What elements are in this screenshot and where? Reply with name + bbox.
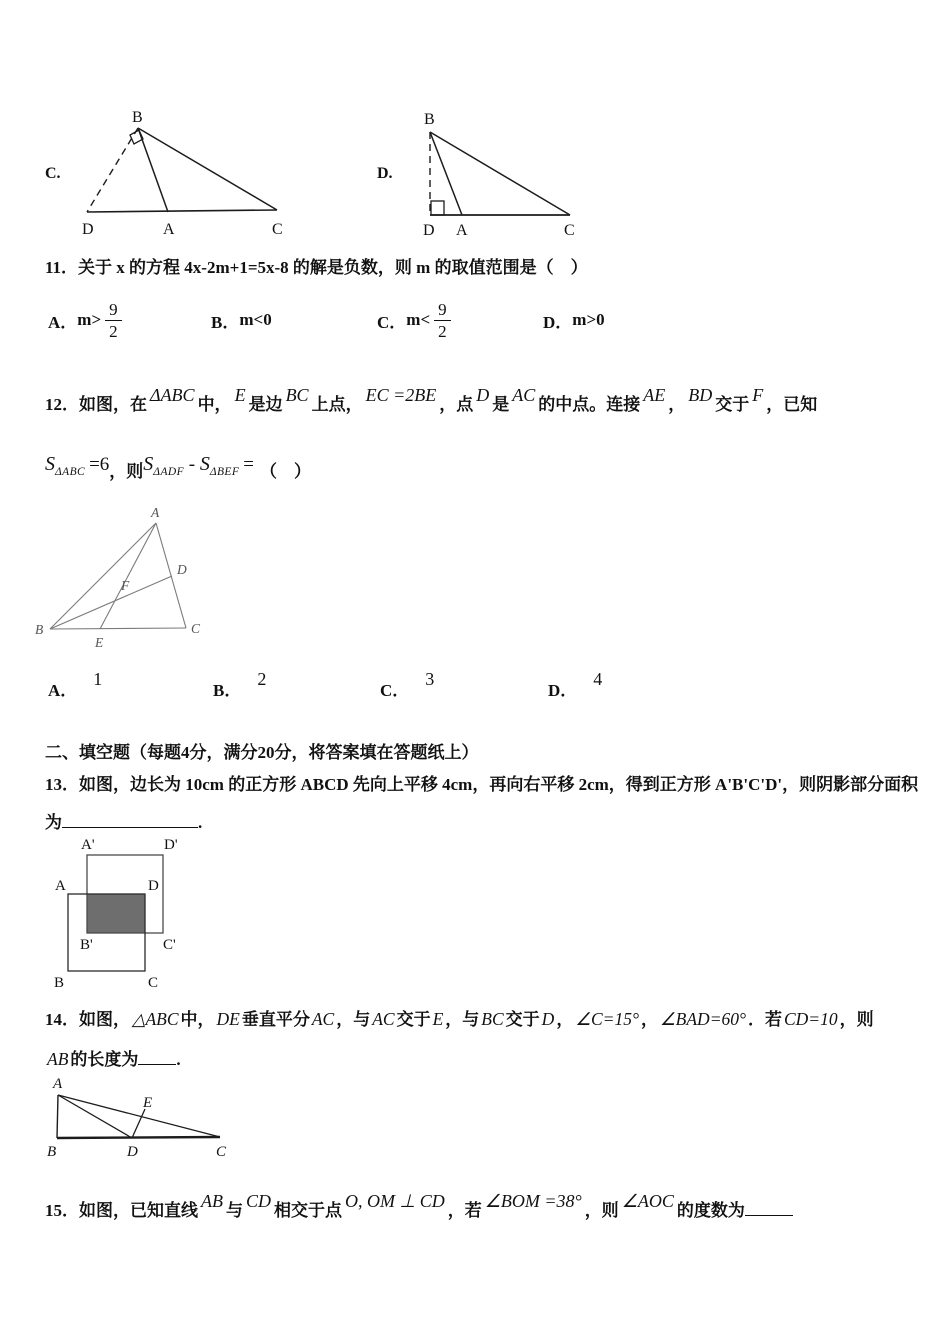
vertex-label: A' <box>81 837 95 853</box>
q12-option-b <box>213 669 267 701</box>
option-prefix: m< <box>406 310 431 329</box>
vertex-label: C' <box>163 937 176 953</box>
math-run: BC <box>285 385 309 405</box>
math-run: O, OM ⊥ CD <box>345 1191 445 1211</box>
q11-option-d <box>543 293 605 347</box>
area-expression <box>45 453 110 478</box>
answer-blank <box>62 808 198 828</box>
math-run: EC =2BE <box>365 385 437 405</box>
text-run: ，则 <box>109 462 144 481</box>
text-run: 交于 <box>396 1010 431 1029</box>
math-run: ∠BAD=60° <box>659 1009 746 1029</box>
vertex-label: D <box>423 222 435 239</box>
figure-squares-q13 <box>40 828 215 998</box>
vertex-label: F <box>121 578 130 593</box>
math-run: = <box>243 454 254 475</box>
option-value: 2 <box>257 669 267 689</box>
math-run: AB <box>47 1049 69 1069</box>
math-run: ∠AOC <box>621 1191 674 1211</box>
fraction-denominator: 2 <box>105 320 122 340</box>
text-run: 交于 <box>715 395 750 414</box>
math-run: CD <box>246 1191 272 1211</box>
math-run: ∠C=15° <box>575 1009 639 1029</box>
subscript: ΔBEF <box>209 466 240 478</box>
vertex-label: C <box>564 222 575 239</box>
math-run: BD <box>688 385 713 405</box>
subscript: ΔABC <box>55 466 86 478</box>
math-run: △ABC <box>132 1009 179 1029</box>
option-prefix: m> <box>77 310 102 329</box>
vertex-label: D <box>82 221 94 238</box>
vertex-label: B <box>132 109 143 126</box>
question-11-text: 11．关于 x 的方程 4x-2m+1=5x-8 的解是负数，则 m 的取值范围是（ ） <box>45 258 588 277</box>
q12-option-c <box>380 669 435 701</box>
math-run: D <box>476 385 490 405</box>
text-run: ， <box>668 395 686 414</box>
fraction-numerator: 9 <box>438 299 447 319</box>
vertex-label: A <box>55 878 66 894</box>
fraction-numerator: 9 <box>109 299 118 319</box>
answer-blank <box>138 1046 176 1065</box>
text-run: 12．如图，在 <box>45 395 147 414</box>
math-run: F <box>752 385 764 405</box>
math-run: AE <box>643 385 666 405</box>
text-run: 是边 <box>248 395 283 414</box>
q12-option-a <box>48 669 103 701</box>
question-12-text <box>45 384 935 424</box>
option-value: 3 <box>425 669 435 689</box>
text-run: 的中点。连接 <box>538 395 641 414</box>
math-run: ΔABC <box>150 385 195 405</box>
vertex-label: D <box>127 1144 138 1160</box>
vertex-label: D <box>148 878 159 894</box>
fraction <box>434 301 451 340</box>
right-angle-mark <box>431 201 444 215</box>
text-run: 是 <box>492 395 510 414</box>
vertex-label: A <box>456 222 468 239</box>
section-2-header: 二、填空题（每题4分，满分20分，将答案填在答题纸上） <box>45 743 479 762</box>
option-label: A． <box>48 312 78 332</box>
text-run: 与 <box>226 1201 243 1220</box>
vertex-label: A <box>53 1076 63 1092</box>
option-label: B． <box>213 681 242 700</box>
math-run: AB <box>201 1191 223 1211</box>
q12-option-d <box>548 669 603 701</box>
area-expression <box>143 453 254 478</box>
math-run: AC <box>372 1009 395 1029</box>
option-label: D． <box>543 312 573 332</box>
vertex-label: B <box>424 111 435 128</box>
option-label: C． <box>380 681 410 700</box>
text-run: ，若 <box>447 1201 482 1220</box>
math-run: D <box>541 1009 555 1029</box>
vertex-label: D <box>177 562 187 577</box>
question-14-line1 <box>45 1005 874 1035</box>
text-run: 中， <box>197 395 232 414</box>
vertex-label: B <box>47 1144 57 1160</box>
text-run: ．若 <box>748 1010 782 1029</box>
text-run: 中， <box>180 1010 215 1029</box>
text-run: ，已知 <box>766 395 818 414</box>
shaded-overlap-region <box>87 894 145 933</box>
option-value: 4 <box>593 669 603 689</box>
text-run: 为 <box>45 813 62 832</box>
text-run: ，则 <box>839 1010 874 1029</box>
math-run: - <box>184 454 200 475</box>
q11-option-a <box>48 293 122 347</box>
vertex-label: A <box>163 221 175 238</box>
question-14-line2 <box>45 1045 181 1070</box>
option-label: C． <box>377 312 407 332</box>
math-run: S <box>199 453 210 475</box>
vertex-label: B' <box>80 937 93 953</box>
vertex-label: B <box>54 975 65 991</box>
text-run: ，与 <box>445 1010 480 1029</box>
text-run: 交于 <box>505 1010 540 1029</box>
math-run: S <box>143 453 154 475</box>
option-value: m<0 <box>239 310 272 329</box>
text-run: 相交于点 <box>274 1201 343 1220</box>
math-run: DE <box>216 1009 240 1029</box>
option-value: m>0 <box>572 310 605 329</box>
math-run: =6 <box>89 454 110 475</box>
math-run: S <box>45 453 55 475</box>
text-run: 垂直平分 <box>241 1010 310 1029</box>
text-run: ，与 <box>336 1010 371 1029</box>
figure-triangle-c <box>60 100 310 242</box>
math-run: AC <box>512 385 536 405</box>
text-run: ， <box>556 1010 574 1029</box>
vertex-label: C <box>191 621 201 636</box>
math-run: E <box>234 385 246 405</box>
text-run: 15．如图，已知直线 <box>45 1201 198 1220</box>
fraction-denominator: 2 <box>434 320 451 340</box>
subscript: ΔADF <box>153 466 185 478</box>
vertex-label: C <box>216 1144 227 1160</box>
option-label: B． <box>211 312 240 332</box>
q11-option-b <box>211 293 272 347</box>
vertex-label: E <box>95 635 104 650</box>
vertex-label: A <box>151 505 160 520</box>
answer-parentheses: （ ） <box>260 462 311 481</box>
math-run: CD=10 <box>784 1009 838 1029</box>
figure-triangle-d <box>370 100 600 242</box>
option-label: A． <box>48 681 78 700</box>
vertex-label: B <box>35 622 44 637</box>
text-run: ，点 <box>439 395 474 414</box>
text-run: 14．如图， <box>45 1010 130 1029</box>
text-run: . <box>176 1050 181 1069</box>
text-run: ，则 <box>584 1201 619 1220</box>
figure-c-label: C. <box>45 165 61 182</box>
figure-triangle-q14 <box>40 1075 270 1165</box>
vertex-label: C <box>148 975 159 991</box>
text-run: 的度数为 <box>676 1201 745 1220</box>
math-run: BC <box>481 1009 504 1029</box>
question-12-formula <box>45 450 311 492</box>
text-run: 的长度为 <box>70 1050 139 1069</box>
figure-triangle-q12 <box>25 500 220 660</box>
q11-option-c <box>377 293 451 347</box>
vertex-label: D' <box>164 837 178 853</box>
text-run: ， <box>640 1010 658 1029</box>
answer-blank <box>745 1197 793 1216</box>
option-value: 1 <box>93 669 103 689</box>
math-run: AC <box>311 1009 335 1029</box>
vertex-label: E <box>143 1095 153 1111</box>
question-13-line1: 13．如图，边长为 10cm 的正方形 ABCD 先向上平移 4cm，再向右平移 2cm，得到正方形 A'B'C'D'，则阴影部分面积 <box>45 775 919 794</box>
question-15-text <box>45 1188 793 1232</box>
fraction <box>105 301 122 340</box>
text-run: 上点， <box>311 395 363 414</box>
text-run: . <box>198 813 203 832</box>
vertex-label: C <box>272 221 283 238</box>
figure-d-label: D. <box>377 165 393 182</box>
option-label: D． <box>548 681 578 700</box>
math-run: ∠BOM =38° <box>484 1191 582 1211</box>
math-run: E <box>432 1009 444 1029</box>
